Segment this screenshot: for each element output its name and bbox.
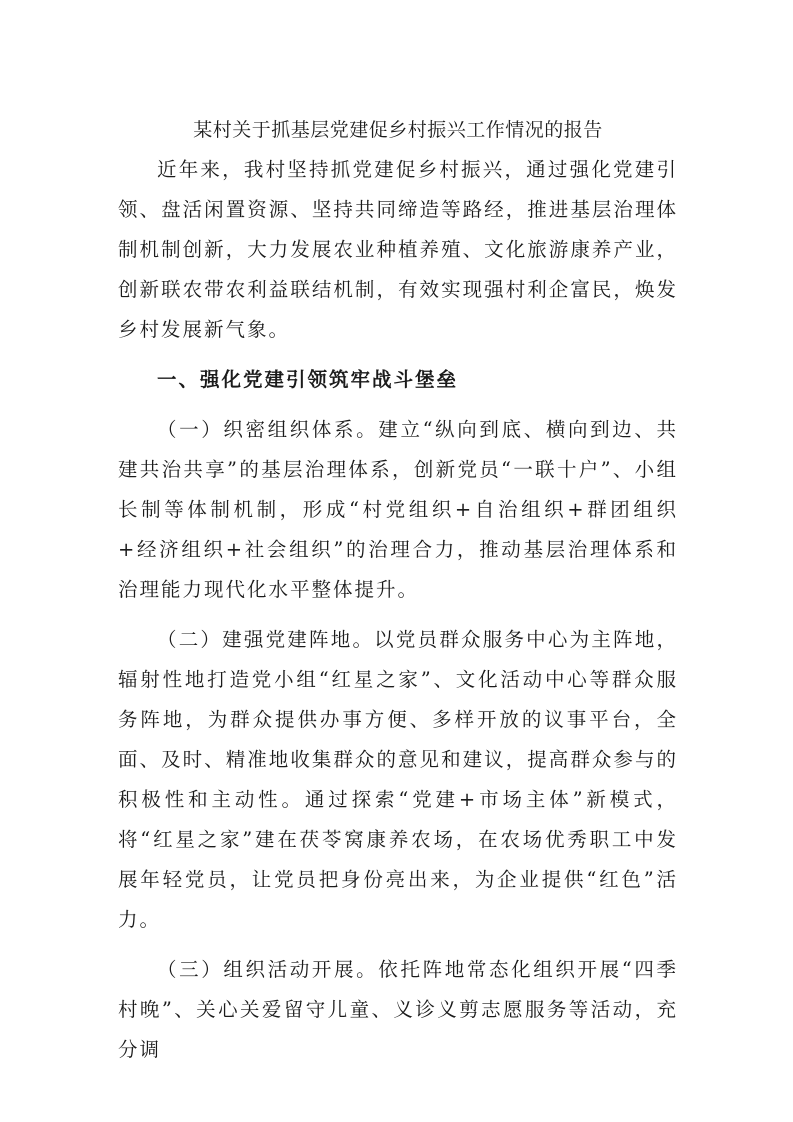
paragraph-organization-system: （一）织密组织体系。建立“纵向到底、横向到边、共建共治共享”的基层治理体系，创新党员“一联十户”、小组长制等体制机制，形成“村党组织+自治组织+群团组织+经济组织+社会组织”的治理合力，推动基层治理体系和治理能力现代化水平整体提升。 — [118, 418, 678, 601]
paragraph-party-position: （二）建强党建阵地。以党员群众服务中心为主阵地，辐射性地打造党小组“红星之家”、文化活动中心等群众服务阵地，为群众提供办事方便、多样开放的议事平台，全面、及时、精准地收集群众的意见和建议，提高群众参与的积极性和主动性。通过探索“党建+市场主体”新模式，将“红星之家”建在茯苓窝康养农场，在农场优秀职工中发展年轻党员，让党员把身份亮出来，为企业提供“红色”活力。 — [118, 628, 678, 931]
document-title: 某村关于抓基层党建促乡村振兴工作情况的报告 — [193, 119, 603, 141]
intro-paragraph: 近年来，我村坚持抓党建促乡村振兴，通过强化党建引领、盘活闲置资源、坚持共同缔造等路经，推进基层治理体制机制创新，大力发展农业种植养殖、文化旅游康养产业，创新联农带农利益联结机制，有效实现强村利企富民，焕发乡村发展新气象。 — [118, 158, 678, 341]
document-body — [118, 112, 678, 1080]
paragraph-activities: （三）组织活动开展。依托阵地常态化组织开展“四季村晚”、关心关爱留守儿童、义诊义剪志愿服务等活动，充分调 — [118, 958, 678, 1061]
section-heading: 一、强化党建引领筑牢战斗堡垒 — [157, 368, 459, 391]
